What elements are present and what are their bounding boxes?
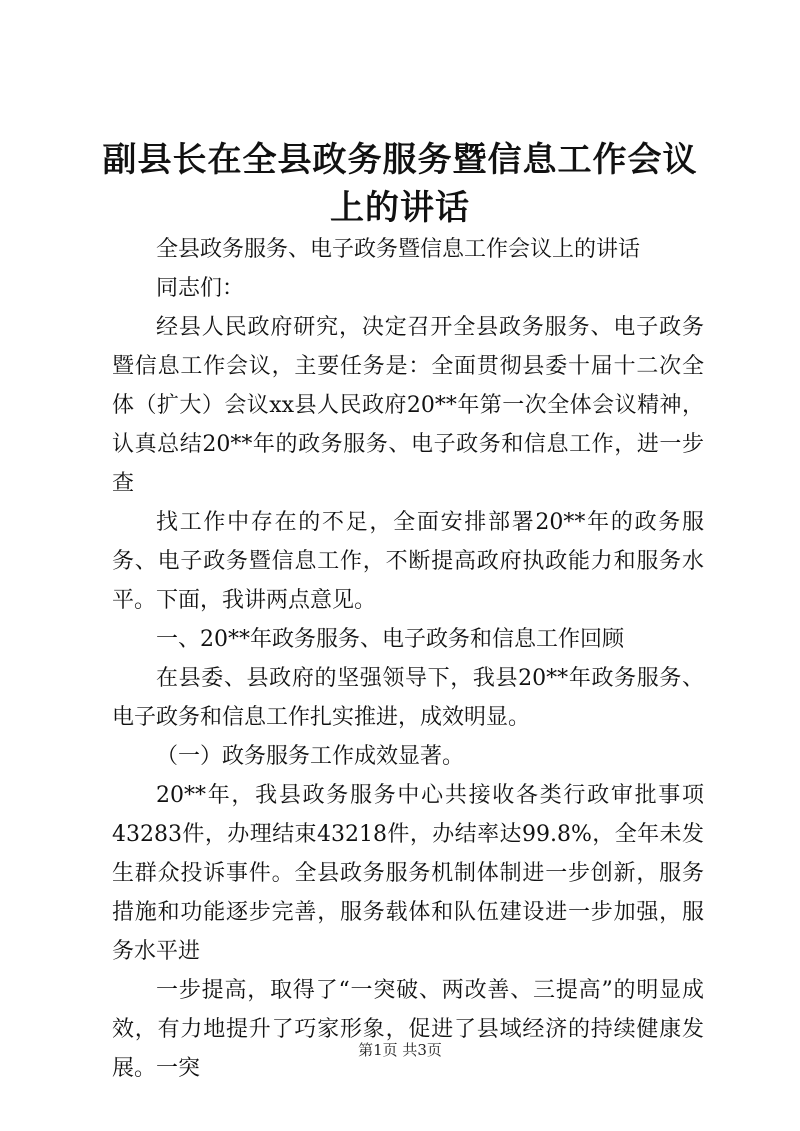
document-title: 副县长在全县政务服务暨信息工作会议上的讲话 xyxy=(102,140,698,228)
paragraph: 在县委、县政府的坚强领导下，我县20**年政务服务、电子政务和信息工作扎实推进，成效明显。 xyxy=(112,666,704,730)
subsection-heading: （一）政务服务工作成效显著。 xyxy=(156,744,465,769)
page-number-footer: 第1页 共3页 xyxy=(358,1041,442,1059)
document-body xyxy=(112,230,704,1088)
paragraph: 20**年，我县政务服务中心共接收各类行政审批事项43283件，办理结束43218件，办结率达99.8%，全年未发生群众投诉事件。全县政务服务机制体制进一步创新，服务措施和功能逐步完善，服务载体和队伍建设进一步加强，服务水平进 xyxy=(112,783,704,964)
paragraph: 一步提高，取得了“一突破、两改善、三提高”的明显成效，有力地提升了巧家形象，促进了县域经济的持续健康发展。一突 xyxy=(112,978,704,1081)
paragraph: 经县人民政府研究，决定召开全县政务服务、电子政务暨信息工作会议，主要任务是：全面贯彻县委十届十二次全体（扩大）会议xx县人民政府20**年第一次全体会议精神，认真总结20**年的政务服务、电子政务和信息工作，进一步查 xyxy=(112,315,704,496)
paragraph-salutation: 同志们： xyxy=(156,276,245,301)
paragraph: 找工作中存在的不足，全面安排部署20**年的政务服务、电子政务暨信息工作，不断提高政府执政能力和服务水平。下面，我讲两点意见。 xyxy=(112,510,704,613)
section-heading: 一、20**年政务服务、电子政务和信息工作回顾 xyxy=(156,627,624,652)
paragraph-subtitle: 全县政务服务、电子政务暨信息工作会议上的讲话 xyxy=(156,237,641,262)
